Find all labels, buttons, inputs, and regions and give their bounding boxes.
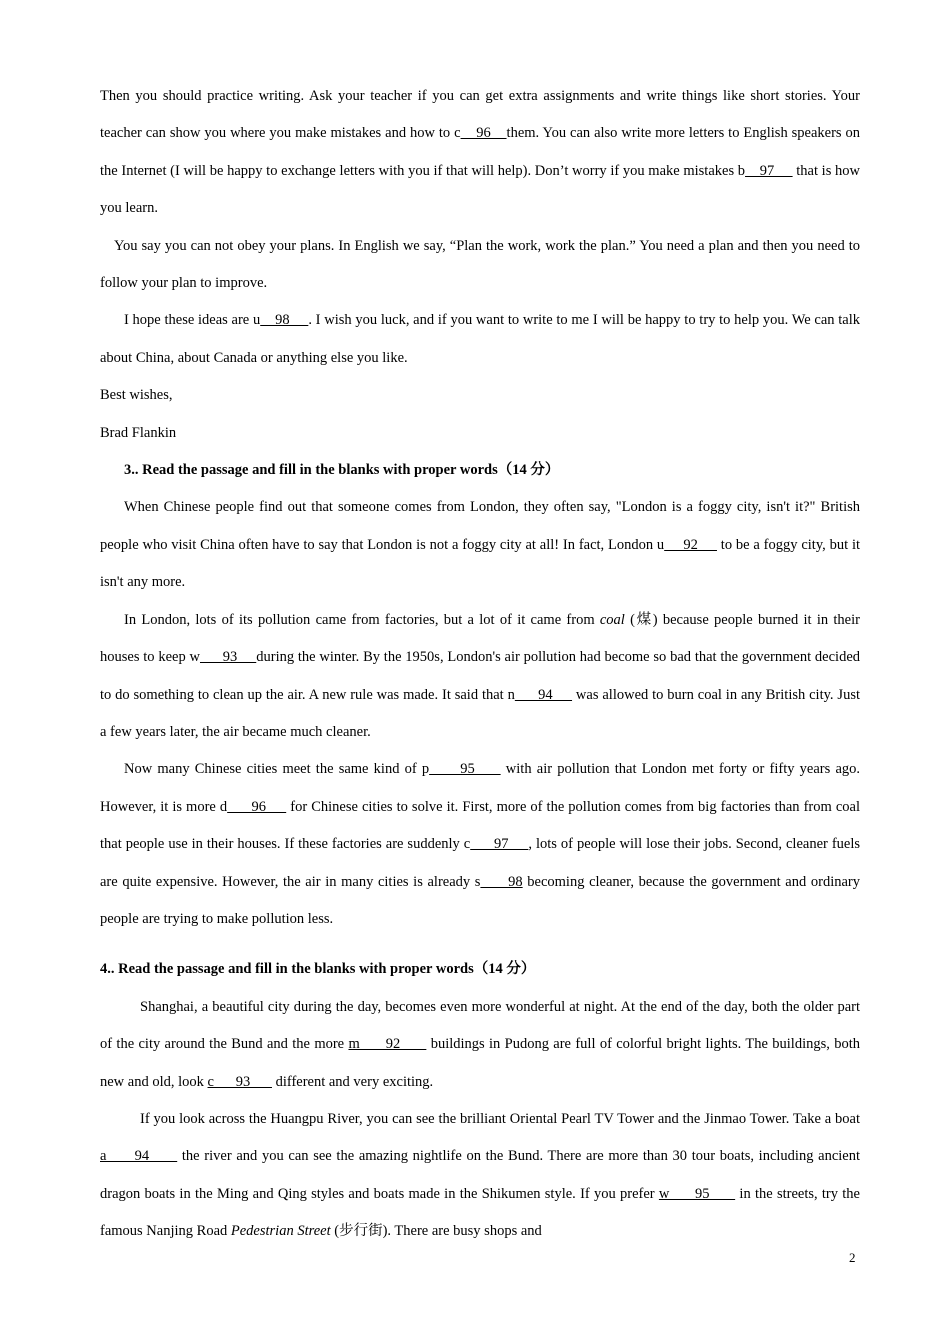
text: When Chinese people find out that someone comes from London, they often say, "London is a foggy city, isn't it?" British people who visit China often have to say that London is not a foggy city at all! In fact, London u <box>100 499 860 553</box>
text: Now many Chinese cities meet the same kind of p <box>124 761 430 778</box>
pedestrian-street-term: Pedestrian Street <box>230 1223 331 1240</box>
page-number: 2 <box>849 1250 856 1265</box>
text: buildings in Pudong are full of colorful bright lights. The buildings, both new and old, look <box>100 1036 861 1090</box>
text: the river and you can see the amazing nightlife on the Bund. There are more than 30 tour boats, including ancient dragon boats in the Ming and Qing styles and boats made in the Shikumen style. If you prefer <box>100 1148 861 1202</box>
text: Then you should practice writing. Ask your teacher if you can get extra assignments and write things like short stories. Your teacher can show you where you make mistakes and how to c <box>100 88 860 142</box>
section3-paragraph-2 <box>100 602 860 752</box>
blank-96[interactable]: 96 <box>227 798 287 815</box>
blank-97[interactable]: 97 <box>745 162 793 179</box>
blank-94[interactable]: a 94 <box>100 1148 178 1165</box>
text: to be a foggy city, but it isn't any more. <box>100 536 861 591</box>
blank-92[interactable]: m 92 <box>348 1036 427 1053</box>
text: them. You can also write more letters to English speakers on the Internet (I will be happy to exchange letters with you if that will help). Don’t worry if you make mistakes b <box>100 125 860 179</box>
text: with air pollution that London met forty or fifty years ago. However, it is more d <box>100 761 861 815</box>
text: , lots of people will lose their jobs. Second, cleaner fuels are quite expensive. However, the air in many cities is already s <box>100 836 861 890</box>
blank-98[interactable]: 98 <box>260 312 309 329</box>
text: becoming cleaner, because the government and ordinary people are trying to make pollution less. <box>100 873 860 927</box>
text: (煤) because people burned it in their houses to keep w <box>100 611 860 666</box>
text: . I wish you luck, and if you want to write to me I will be happy to try to help you. We can talk about China, about Canada or anything else you like. <box>100 312 860 366</box>
section4-heading: 4.. Read the passage and fill in the blanks with proper words（14 分） <box>100 961 536 978</box>
passage2-paragraph-1 <box>100 78 860 228</box>
blank-97[interactable]: 97 <box>470 836 529 853</box>
text: In London, lots of its pollution came from factories, but a lot of it came from <box>124 611 600 628</box>
passage2-paragraph-3 <box>100 302 860 377</box>
text: was allowed to burn coal in any British city. Just a few years later, the air became much cleaner. <box>100 686 860 740</box>
coal-word: coal <box>599 611 625 628</box>
text: during the winter. By the 1950s, London's air pollution had become so bad that the government decided to do something to clean up the air. A new rule was made. It said that n <box>100 649 861 703</box>
text: different and very exciting. <box>271 1073 434 1090</box>
text: that is how you learn. <box>100 162 860 217</box>
text: If you look across the Huangpu River, you can see the brilliant Oriental Pearl TV Tower and the Jinmao Tower. Take a boat <box>140 1110 860 1127</box>
blank-95[interactable]: 95 <box>429 761 501 778</box>
blank-98[interactable]: 98 <box>480 873 523 890</box>
blank-93[interactable]: 93 <box>199 649 257 666</box>
section3-paragraph-3 <box>100 751 860 938</box>
section4-paragraph-1 <box>100 989 860 1101</box>
section3-heading: 3.. Read the passage and fill in the blanks with proper words（14 分） <box>124 462 560 479</box>
text: (步行街). There are busy shops and <box>330 1223 542 1240</box>
text: for Chinese cities to solve it. First, more of the pollution comes from big factories than from coal that people use in their houses. If these factories are suddenly c <box>100 798 860 853</box>
blank-93[interactable]: c 93 <box>207 1073 272 1090</box>
passage2-paragraph-2: You say you can not obey your plans. In English we say, “Plan the work, work the plan.” You need a plan and then you need to follow your plan to improve. <box>100 237 860 292</box>
document-page <box>100 78 860 1251</box>
text: I hope these ideas are u <box>124 312 261 329</box>
blank-96[interactable]: 96 <box>460 125 507 142</box>
letter-closing: Best wishes, <box>100 387 173 404</box>
text: in the streets, try the famous Nanjing Road <box>100 1185 860 1240</box>
text: Shanghai, a beautiful city during the day, becomes even more wonderful at night. At the end of the day, both the older part of the city around the Bund and the more <box>100 998 860 1053</box>
blank-92[interactable]: 92 <box>664 536 717 553</box>
section3-paragraph-1 <box>100 489 860 601</box>
blank-95[interactable]: w 95 <box>658 1185 736 1202</box>
letter-signature: Brad Flankin <box>100 424 177 441</box>
blank-94[interactable]: 94 <box>514 686 573 703</box>
section4-paragraph-2 <box>100 1101 860 1251</box>
